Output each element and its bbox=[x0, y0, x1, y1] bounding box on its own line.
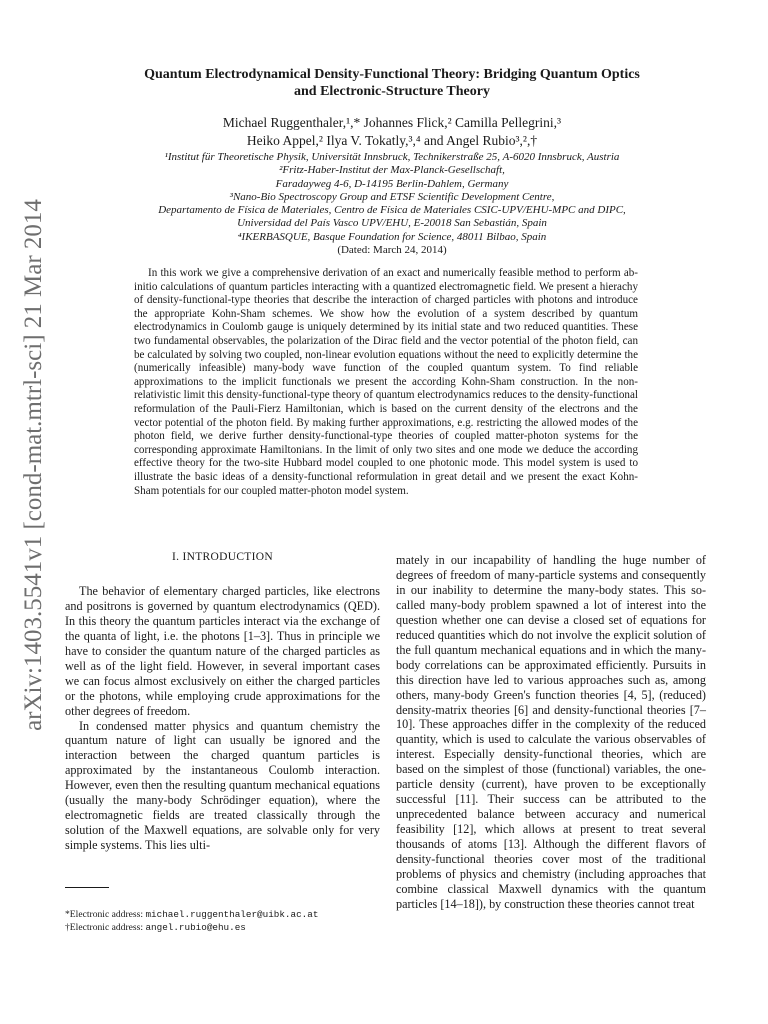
footnote-2-email[interactable]: angel.rubio@ehu.es bbox=[145, 922, 246, 933]
affiliation-line: ³Nano-Bio Spectroscopy Group and ETSF Scientific Development Centre, bbox=[229, 190, 555, 203]
authors-line-2: Heiko Appel,² Ilya V. Tokatly,³,⁴ and Angel Rubio³,²,† bbox=[246, 133, 538, 148]
left-column bbox=[65, 550, 380, 853]
section-heading: I. INTRODUCTION bbox=[172, 551, 273, 563]
paper-title bbox=[90, 66, 694, 100]
author-list bbox=[90, 114, 694, 150]
footnote-1-email[interactable]: michael.ruggenthaler@uibk.ac.at bbox=[145, 909, 319, 920]
affiliations bbox=[80, 151, 704, 257]
title-line-2: and Electronic-Structure Theory bbox=[294, 84, 490, 99]
footnote-1-label: *Electronic address: bbox=[65, 909, 146, 920]
footnote-2-label: †Electronic address: bbox=[65, 922, 146, 933]
body-paragraph: In condensed matter physics and quantum chemistry the quantum nature of light can usually be ignored and the interaction between the charged quantum particles is approximated by the instantaneous Coulomb interaction. However, even then the resulting quantum mechanical equations (usually the many-body Schrödinger equation), where the electromagnetic fields are treated classically through the solution of the Maxwell equations, are solvable only for very simple systems. This lies ulti- bbox=[65, 718, 380, 853]
footnotes bbox=[65, 908, 385, 934]
footnote-2 bbox=[65, 921, 385, 934]
footnote-1 bbox=[65, 908, 385, 921]
right-column bbox=[396, 553, 706, 912]
body-paragraph: mately in our incapability of handling the huge number of degrees of freedom of many-particle systems and consequently in our inability to determine the many-body states. This so-called many-body problem spawned a lot of interest into the question whether one can devise a closed set of equations for reduced quantities which do not involve the explicit solution of the full quantum mechanical equations and in which the many-body correlations can be approximated efficiently. Pursuits in this direction have led to various approaches such as, among others, many-body Green's function theories [4, 5], (reduced) density-matrix theories [6] and density-functional theories [7–10]. These approaches differ in the complexity of the reduced quantity, which is used to calculate the various observables of interest. Especially density-functional theories, which are based on the simplest of those (functional) variables, the one-particle density (current), have proven to be exceptionally successful [11]. Their success can be attributed to the unprecedented balance between accuracy and numerical feasibility [12], which allows at present to treat several thousands of atoms [13]. Although the different flavors of density-functional theories cover most of the traditional problems of physics and chemistry (including approaches that combine classical Maxwell dynamics with the quantum particles [14–18]), by construction these theories cannot treat bbox=[396, 553, 706, 911]
affiliation-line: ⁴IKERBASQUE, Basque Foundation for Science, 48011 Bilbao, Spain bbox=[237, 230, 547, 243]
abstract bbox=[134, 267, 638, 498]
affiliation-line: ¹Institut für Theoretische Physik, Universität Innsbruck, Technikerstraße 25, A-6020 Innsbruck, Austria bbox=[164, 151, 620, 163]
affiliation-line: ²Fritz-Haber-Institut der Max-Planck-Gesellschaft, bbox=[279, 164, 505, 177]
affiliation-line: Universidad del País Vasco UPV/EHU, E-20018 San Sebastián, Spain bbox=[237, 217, 547, 230]
footnote-divider bbox=[65, 887, 109, 888]
affiliation-line: Faradayweg 4-6, D-14195 Berlin-Dahlem, Germany bbox=[275, 177, 509, 190]
arxiv-identifier: arXiv:1403.5541v1 [cond-mat.mtrl-sci] 21 Mar 2014 bbox=[20, 199, 47, 731]
authors-line-1: Michael Ruggenthaler,¹,* Johannes Flick,² Camilla Pellegrini,³ bbox=[222, 115, 562, 130]
date-line: (Dated: March 24, 2014) bbox=[337, 244, 447, 257]
title-line-1: Quantum Electrodynamical Density-Functional Theory: Bridging Quantum Optics bbox=[144, 67, 640, 82]
affiliation-line: Departamento de Física de Materiales, Centro de Física de Materiales CSIC-UPV/EHU-MPC and DIPC, bbox=[158, 204, 626, 217]
arxiv-sidebar bbox=[14, 199, 54, 731]
body-paragraph: The behavior of elementary charged particles, like electrons and positrons is governed by quantum electrodynamics (QED). In this theory the quantum particles interact via the exchange of the quanta of light, i.e. the photons [1–3]. Thus in principle we have to consider the quantum nature of the charged particles as well as of the light field. However, in several important cases we can focus almost exclusively on either the charged particles or the photons, while employing crude approximations for the other degrees of freedom. bbox=[65, 583, 380, 718]
abstract-text: In this work we give a comprehensive derivation of an exact and numerically feasible method to perform ab-initio calculations of quantum particles interacting with a quantized electromagnetic field. We present a hierachy of density-functional-type theories that describe the interaction of charged particles with photons and introduce the appropriate Kohn-Sham schemes. We show how the evolution of a system described by quantum electrodynamics in Coulomb gauge is uniquely determined by its initial state and two reduced quantities. These two fundamental observables, the polarization of the Dirac field and the vector potential of the photon field, can be calculated by solving two coupled, non-linear evolution equations without the need to explicitly determine the (numerically infeasible) many-body wave function of the coupled quantum system. To find reliable approximations to the implicit functionals we present the according Kohn-Sham construction. In the non-relativistic limit this density-functional-type theory of quantum electrodynamics reduces to the density-functional reformulation of the Pauli-Fierz Hamiltonian, which is based on the current density of the electrons and the vector potential of the photon field. By making further approximations, e.g. restricting the allowed modes of the photon field, we derive further density-functional-type theories of coupled matter-photon systems for the corresponding approximate Hamiltonians. In the limit of only two sites and one mode we deduce the according effective theory for the two-site Hubbard model coupled to one photonic mode. This model system is used to illustrate the basic ideas of a density-functional reformulation in great detail and we present the exact Kohn-Sham potentials for our coupled matter-photon model system. bbox=[134, 267, 638, 497]
